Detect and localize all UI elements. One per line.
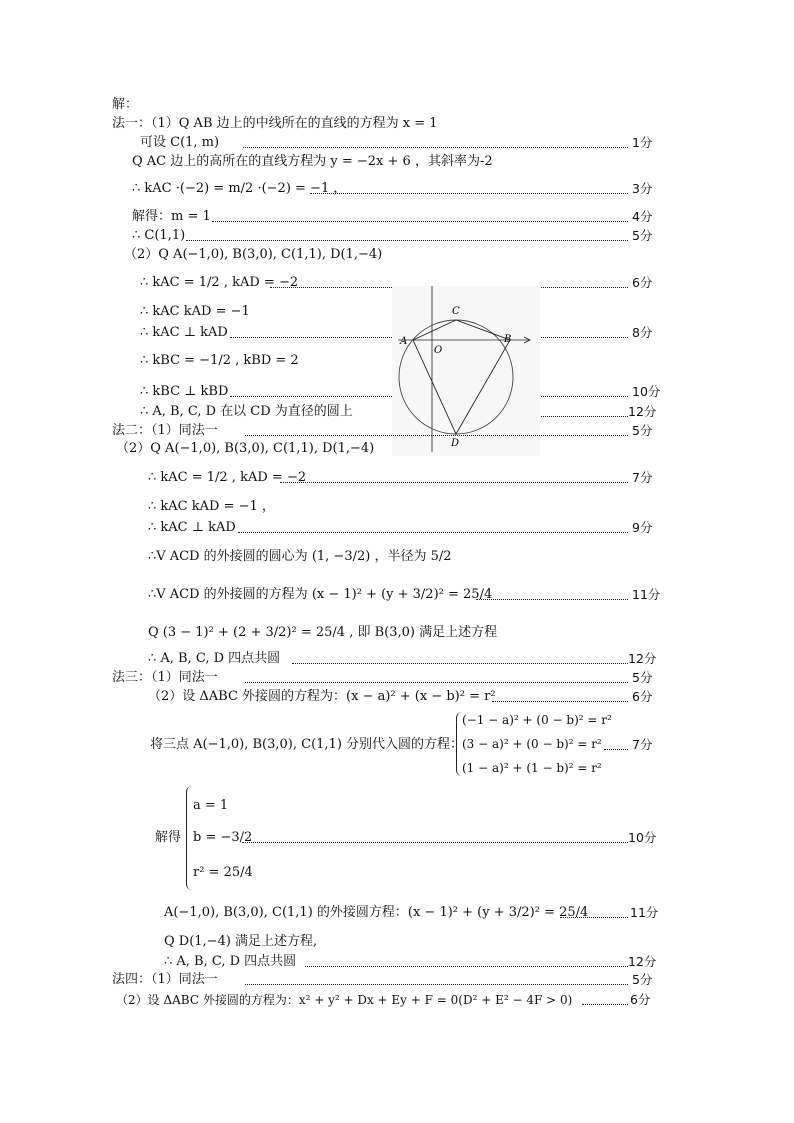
m1-line-11: ∴ kBC = −1/2 , kBD = 2: [140, 353, 299, 368]
m1-line-12: ∴ kBC ⊥ kBD: [140, 384, 229, 399]
m2-line-1: 法二：（1）同法一: [112, 423, 218, 438]
m2-line-7: ∴V ACD 的外接圆的方程为 (x − 1)² + (y + 3/2)² = 25/4: [148, 587, 493, 602]
m2-line-2: （2）Q A(−1,0), B(3,0), C(1,1), D(1,−4): [116, 441, 375, 456]
system-eq-3: (1 − a)² + (1 − b)² = r²: [462, 761, 602, 775]
score-5: 5分: [632, 423, 653, 438]
m2-line-5: ∴ kAC ⊥ kAD: [148, 520, 236, 535]
leader-dots: [245, 682, 628, 683]
m2-line-8: Q (3 − 1)² + (2 + 3/2)² = 25/4 , 即 B(3,0) 满足上述方程: [148, 625, 498, 640]
m1-line-1: 法一：（1）Q AB 边上的中线所在的直线的方程为 x = 1: [112, 116, 438, 131]
m3-line-1: 法三：（1）同法一: [112, 670, 218, 685]
solution-b: b = −3/2: [193, 830, 253, 845]
m1-line-10: ∴ kAC ⊥ kAD: [140, 325, 228, 340]
leader-dots: [243, 147, 628, 148]
score-5: 5分: [632, 972, 653, 987]
leader-dots: [492, 701, 628, 702]
m3-line-3: 将三点 A(−1,0), B(3,0), C(1,1) 分别代入圆的方程：: [150, 737, 464, 752]
score-7: 7分: [632, 737, 653, 752]
m1-line-8: ∴ kAC = 1/2 , kAD = −2: [140, 275, 299, 290]
score-3: 3分: [632, 181, 653, 196]
score-6: 6分: [632, 275, 653, 290]
m2-line-6: ∴V ACD 的外接圆的圆心为 (1, −3/2) ，半径为 5/2: [148, 549, 452, 564]
m1-line-5: 解得：m = 1: [132, 209, 211, 224]
leader-dots: [476, 599, 628, 600]
m1-line-13: ∴ A, B, C, D 在以 CD 为直径的圆上: [140, 404, 353, 419]
leader-dots: [292, 663, 628, 664]
m2-line-4: ∴ kAC kAD = −1 ，: [148, 499, 275, 514]
leader-dots: [305, 966, 628, 967]
leader-dots: [245, 435, 628, 436]
triangle-top: [413, 320, 510, 340]
leader-dots: [186, 240, 628, 241]
m2-line-3: ∴ kAC = 1/2 , kAD = −2: [148, 470, 307, 485]
system-eq-2: (3 − a)² + (0 − b)² = r²: [462, 737, 602, 751]
m1-line-2: 可设 C(1, m): [140, 135, 220, 150]
m4-line-2: （2）设 ΔABC 外接圆的方程为：x² + y² + Dx + Ey + F = 0(D² + E² − 4F > 0): [116, 993, 573, 1007]
m3-line-6: Q D(1,−4) 满足上述方程,: [164, 934, 318, 949]
score-12: 12分: [628, 404, 657, 419]
score-8: 8分: [632, 325, 653, 340]
solution-brace: [186, 786, 193, 890]
label-b: B: [504, 334, 512, 345]
label-o: O: [434, 345, 443, 356]
leader-dots: [280, 482, 628, 483]
leader-dots: [238, 532, 628, 533]
circle-figure: [392, 286, 540, 456]
m1-line-4: ∴ kAC ·(−2) = m/2 ·(−2) = −1 ，: [132, 181, 347, 196]
score-9: 9分: [632, 520, 653, 535]
score-5: 5分: [632, 670, 653, 685]
leader-dots: [604, 749, 628, 750]
score-6: 6分: [632, 689, 653, 704]
m1-line-7: （2）Q A(−1,0), B(3,0), C(1,1), D(1,−4): [124, 247, 383, 262]
m1-line-9: ∴ kAC kAD = −1: [140, 304, 250, 319]
label-c: C: [452, 306, 460, 317]
m3-line-5: A(−1,0), B(3,0), C(1,1) 的外接圆方程：(x − 1)² + (y + 3/2)² = 25/4: [164, 905, 589, 920]
score-12: 12分: [628, 954, 657, 969]
leader-dots: [242, 842, 628, 843]
score-11: 11分: [632, 587, 661, 602]
label-a: A: [400, 336, 408, 347]
score-11: 11分: [630, 905, 659, 920]
solution-r: r² = 25/4: [193, 865, 253, 880]
solve-label: 解得: [155, 830, 182, 845]
solution-title: 解：: [112, 97, 139, 112]
circle-diagram: [392, 286, 540, 456]
leader-dots: [560, 917, 628, 918]
score-5: 5分: [632, 228, 653, 243]
triangle-bottom: [413, 340, 510, 434]
m4-line-1: 法四：（1）同法一: [112, 972, 218, 987]
score-1: 1分: [632, 135, 653, 150]
leader-dots: [212, 221, 628, 222]
m1-line-3: Q AC 边上的高所在的直线方程为 y = −2x + 6 ，其斜率为-2: [132, 154, 493, 169]
score-12: 12分: [628, 651, 657, 666]
leader-dots: [245, 984, 628, 985]
m2-line-9: ∴ A, B, C, D 四点共圆: [148, 651, 281, 666]
m1-line-6: ∴ C(1,1): [132, 228, 186, 243]
m3-line-2: （2）设 ΔABC 外接圆的方程为：(x − a)² + (x − b)² = r²: [148, 689, 496, 704]
label-d: D: [451, 438, 460, 449]
leader-dots: [310, 193, 628, 194]
score-6: 6分: [630, 992, 651, 1007]
score-10: 10分: [632, 384, 661, 399]
leader-dots: [582, 1004, 628, 1005]
score-10: 10分: [628, 830, 657, 845]
system-eq-1: (−1 − a)² + (0 − b)² = r²: [462, 713, 612, 727]
m3-line-7: ∴ A, B, C, D 四点共圆: [164, 954, 297, 969]
circumcircle: [399, 320, 513, 434]
solution-a: a = 1: [193, 798, 229, 813]
score-4: 4分: [632, 209, 653, 224]
score-7: 7分: [632, 470, 653, 485]
